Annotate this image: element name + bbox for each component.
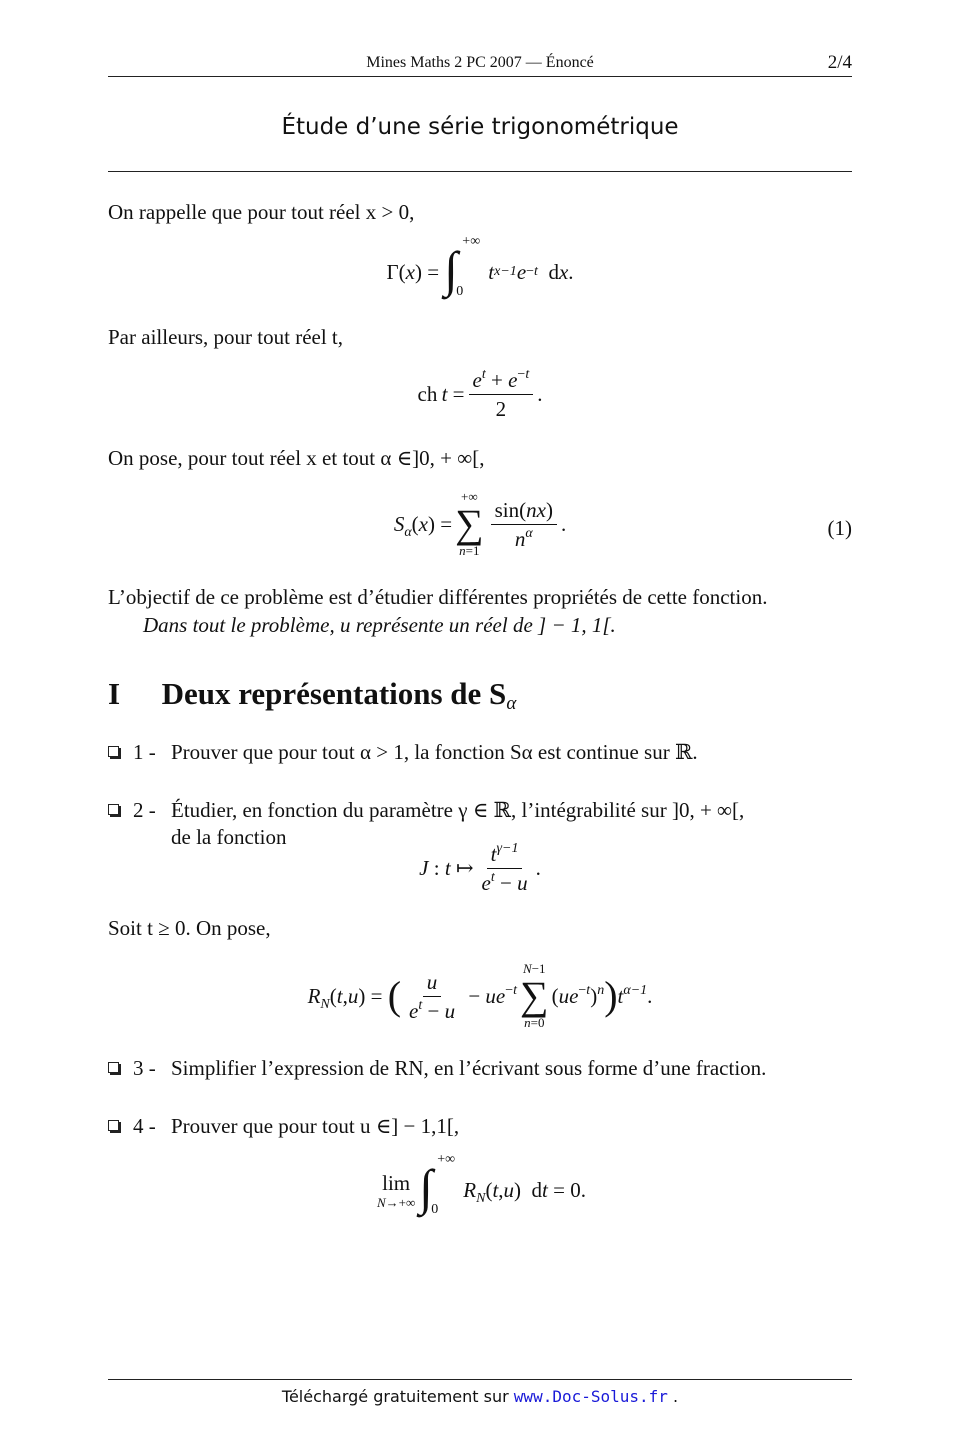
integral-sign: ∫ +∞ 0 — [444, 234, 481, 299]
question-text: Étudier, en fonction du paramètre γ ∈ ℝ, l’intégrabilité sur ]0, + ∞[, — [171, 798, 745, 822]
footer-prefix: Téléchargé gratuitement sur — [281, 1387, 514, 1406]
s-intro: On pose, pour tout réel x et tout α ∈]0, + ∞[, — [108, 446, 485, 470]
section-title: Deux représentations de S — [161, 676, 507, 711]
page-number: 2/4 — [827, 52, 852, 73]
question-text: Prouver que pour tout u ∈] − 1,1[, — [171, 1114, 460, 1138]
soit-text: Soit t ≥ 0. On pose, — [108, 916, 271, 940]
j-formula: J : t ↦ $\frac{t^{\gamma-1}}{e^t - u}$ . — [419, 841, 541, 895]
running-title: Mines Maths 2 PC 2007 — Énoncé — [366, 54, 594, 71]
footer — [108, 1387, 852, 1406]
footer-link[interactable]: www.Doc-Solus.fr — [513, 1387, 668, 1406]
section-title-sub: α — [506, 693, 517, 714]
question-1 — [108, 738, 698, 766]
integral-sign: ∫ +∞ 0 — [419, 1152, 456, 1217]
limit-formula: lim N→+∞ ∫ +∞ 0 $R_N(t,u)$ dt = 0. — [108, 1158, 852, 1222]
question-number: 1 - — [133, 740, 156, 764]
question-number: 4 - — [133, 1114, 156, 1138]
header-rule — [108, 76, 852, 77]
section-heading — [108, 676, 516, 712]
question-text: Simplifier l’expression de RN, en l’écrivant sous forme d’une fraction. — [171, 1056, 767, 1080]
question-2-cont: de la fonction — [171, 825, 287, 849]
question-2 — [108, 796, 744, 824]
ch-formula: ch t = $\frac{e^t + e^{-t}}{2}$ . — [417, 367, 543, 421]
note-text: Dans tout le problème, u représente un réel de ] − 1, 1[. — [143, 613, 616, 637]
question-4 — [108, 1112, 459, 1140]
checkbox-icon — [108, 1120, 119, 1131]
s-alpha-formula: $S_\alpha(x)$ = +∞ ∑ n=1 $\frac{\sin(nx)}{n^\alpha}$ . — [393, 489, 567, 558]
title-rule — [108, 171, 852, 172]
question-number: 2 - — [133, 798, 156, 822]
checkbox-icon — [108, 804, 119, 815]
question-text: Prouver que pour tout α > 1, la fonction Sα est continue sur ℝ. — [171, 740, 698, 764]
page — [108, 0, 852, 1441]
ch-intro: Par ailleurs, pour tout réel t, — [108, 325, 344, 349]
objective-text: L’objectif de ce problème est d’étudier différentes propriétés de cette fonction. — [108, 585, 768, 609]
gamma-intro: On rappelle que pour tout réel x > 0, — [108, 200, 415, 224]
gamma-formula: Γ(x) = ∫ +∞ 0 t x−1 e −t d x . — [108, 240, 852, 304]
footer-suffix: . — [667, 1387, 679, 1406]
rn-formula: $R_N(t,u)$ = ( $\frac{u}{e^t - u}$ − $ue^{-t}$ N−1 ∑ n=0 $(ue^{-t})^n$ ) $t^{\alpha-1}$. — [307, 961, 653, 1030]
question-3 — [108, 1054, 766, 1082]
section-number: I — [108, 676, 121, 711]
question-number: 3 - — [133, 1056, 156, 1080]
footer-rule — [108, 1379, 852, 1380]
equation-label: (1) — [827, 516, 852, 540]
checkbox-icon — [108, 746, 119, 757]
checkbox-icon — [108, 1062, 119, 1073]
doc-title: Étude d’une série trigonométrique — [281, 114, 679, 140]
